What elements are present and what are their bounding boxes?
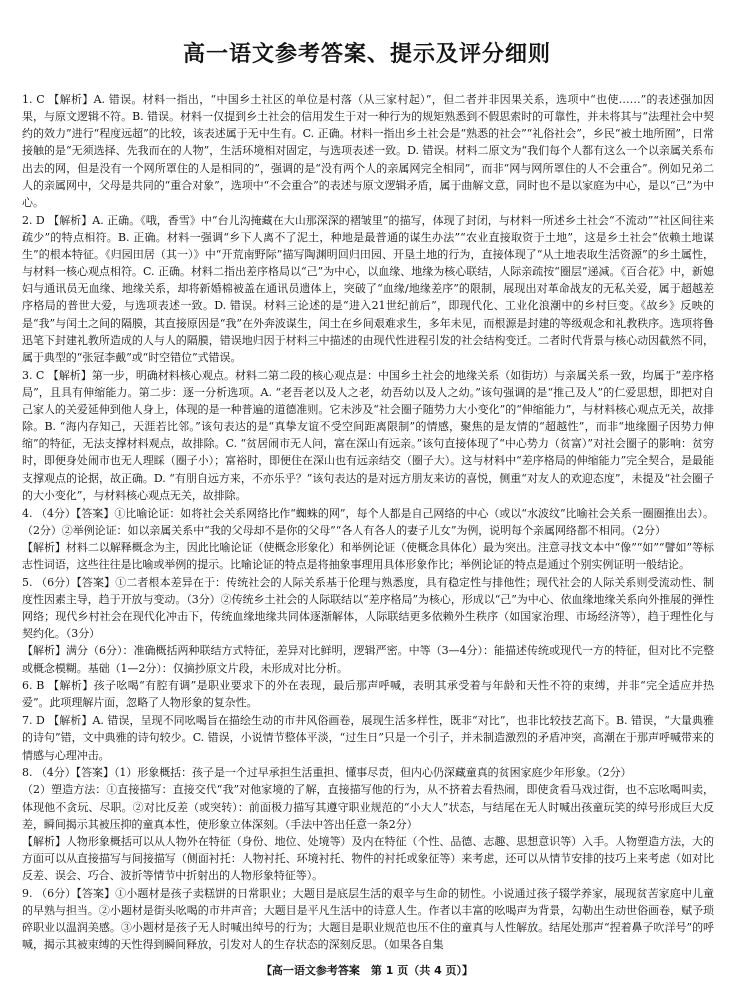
question-5-analysis: 【解析】满分（6分）：准确概括两种联结方式特征，差异对比鲜明，逻辑严密。中等（3—4分）：能描述传统或现代一方的特征，但对比不完整或概念模糊。基础（1—2分）：仅摘抄原文片段，未形成对比分析。 (22, 644, 714, 675)
page-title: 高一语文参考答案、提示及评分细则 (182, 42, 551, 67)
question-1 (22, 91, 714, 211)
answer-body (22, 91, 714, 954)
page-footer: 【高一语文参考答案 第 1 页（共 4 页）】 (260, 964, 474, 977)
question-4-analysis: 【解析】材料二以解释概念为主，因此比喻论证（使概念形象化）和举例论证（使概念具体化）最为突出。注意寻找文本中“像”“如”“譬如”等标志性词语，这些往往是比喻或举例的提示。比喻论证的特点是将抽象事理用具体形象作比；举例论证的特点是通过个别实例证明一般结论。 (22, 540, 714, 571)
question-6-text: 6. B 【解析】孩子吆喝“有腔有调”是职业要求下的外在表现，最后那声呼喊，表明其承受着与年龄和天性不符的束缚，并非“完全适应并热爱”。此项理解片面，忽略了人物形象的复杂性。 (22, 679, 714, 710)
question-2 (22, 212, 714, 366)
question-5 (22, 574, 714, 677)
question-9-text: 9. （6分）【答案】①小题材是孩子卖糕饼的日常职业；大题目是底层生活的艰辛与生命的韧性。小说通过孩子辍学养家，展现贫苦家庭中儿童的早熟与担当。②小题材是街头吆喝的市井声音；大题目是平凡生活中的诗意人生。作者以丰富的吆喝声为背景，勾勒出生动世俗画卷，赋予琐碎职业以温润美感。③小题材是孩子无人时喊出绰号的行为；大题目是职业规范也压不住的童真与人性解放。结尾处那声“捏着鼻子吹洋号”的呼喊，揭示其被束缚的天性得到瞬间释放，引发对人的生存状态的深刻反思。（如果各自集 (22, 886, 714, 952)
question-5-answer: 5. （6分）【答案】①二者根本差异在于：传统社会的人际关系基于伦理与熟悉度，具有稳定性与排他性；现代社会的人际关系则受流动性、制度性因素主导，趋于开放与变动。（3分）②传统乡土社会的人际联结以“差序格局”为核心，形成以“己”为中心、依血缘地缘关系向外推展的弹性网络；现代乡村社会在现代化冲击下，传统血缘地缘共同体逐渐解体，人际联结更多依赖外生秩序（如国家治理、市场经济等），趋于理性化与契约化。（3分） (22, 575, 714, 641)
question-8 (22, 764, 714, 884)
question-2-text: 2. D 【解析】A. 正确。《哦，香雪》中“台儿沟掩藏在大山那深深的褶皱里”的描写，体现了封闭，与材料一所述乡土社会“不流动”“社区间往来疏少”的特点相符。B. 正确。材料一强调“乡下人离不了泥土，种地是最普通的谋生办法”“农业直接取资于土地”，这是乡土社会“依赖土地谋生”的根本特征。《归园田居（其一）》中“开荒南野际”描写陶渊明回归田园、开垦土地的行为，直接体现了“从土地表取生活资源”的乡土属性，与材料一核心观点相符。C. 正确。材料二指出差序格局以“己”为中心，以血缘、地缘为核心联结，人际亲疏按“圈层”递减。《百合花》中，新媳妇与通讯员无血缘、地缘关系，却将新婚棉被盖在通讯员遗体上，突破了“血缘/地缘差序”的限制，展现出对革命战友的无私关爱，属于超越差序格局的普世大爱，与选项表述一致。D. 错误。材料三论述的是“进入21世纪前后”，即现代化、工业化浪潮中的乡村巨变。《故乡》反映的是“我”与闰土之间的隔膜，其直接原因是“我”在外奔波谋生，闰土在乡间艰难求生，多年未见，而根源是封建的等级观念和礼教秩序。选项将鲁迅笔下封建礼教所造成的人与人的隔膜，错误地归因于材料三中描述的由现代性进程引发的社会结构变迁。二者时代背景与核心动因截然不同，属于典型的“张冠李戴”或“时空错位”式错误。 (22, 213, 714, 364)
question-6 (22, 677, 714, 711)
question-3-text: 3. C 【解析】第一步，明确材料核心观点。材料二第二段的核心观点是：中国乡土社会的地缘关系（如街坊）与亲属关系一致，均属于“差序格局”，且具有伸缩能力。第二步：逐一分析选项。A. “老吾老以及人之老，幼吾幼以及人之幼。”该句强调的是“推己及人”的仁爱思想，即把对自己家人的关爱延伸到他人身上，体现的是一种普遍的道德准则。它未涉及“社会圈子随势力大小变化”的“伸缩能力”，与材料核心观点无关，故排除。B. “海内存知己，天涯若比邻。”该句表达的是“真挚友谊不受空间距离限制”的情感，聚焦的是友情的“超越性”，而非“地缘圈子因势力伸缩”的特征，无法支撑材料观点，故排除。C. “贫居闹市无人问，富在深山有远亲。”该句直接体现了“中心势力（贫富）”对社会圈子的影响：贫穷时，即便身处闹市也无人理睬（圈子小）；富裕时，即便住在深山也有远亲结交（圈子大）。这与材料中“差序格局的伸缩能力”完全契合，是最能支撑观点的论据，故正确。D. “有朋自远方来，不亦乐乎？”该句表达的是对远方朋友来访的喜悦，侧重“对友人的欢迎态度”，未提及“社会圈子的大小变化”，与材料核心观点无关，故排除。 (22, 368, 714, 502)
question-7 (22, 712, 714, 763)
question-4 (22, 505, 714, 574)
question-8-answer: 8. （4分）【答案】（1）形象概括：孩子是一个过早承担生活重担、懂事尽责，但内心仍深藏童真的贫困家庭少年形象。（2分） (22, 766, 632, 780)
question-8-method: （2）塑造方法：①直接描写：直接交代“我”对他家境的了解，直接描写他的行为，从不挤着去看热闹，即使贪看马戏过街，也不忘吆喝叫卖，体现他不贪玩、尽职。②对比反差（或突转）：前面极力描写其遵守职业规范的“小大人”状态，与结尾在无人时喊出孩童玩笑的绰号形成巨大反差，瞬间揭示其被压抑的童真本性，使形象立体深刻。（手法中答出任意一条2分） (22, 783, 714, 831)
question-3 (22, 367, 714, 504)
question-8-analysis: 【解析】人物形象概括可以从人物外在特征（身份、地位、处境等）及内在特征（个性、品德、志趣、思想意识等）入手。人物塑造方法，大的方面可以从直接描写与间接描写（侧面衬托：人物衬托、环境衬托、物件的衬托或象征等）来考虑，还可以从情节安排的技巧上来考虑（如对比反差、误会、巧合、波折等情节中折射出的人物形象特征等）。 (22, 834, 714, 883)
question-7-text: 7. D 【解析】A. 错误，呈现不同吆喝旨在描绘生动的市井风俗画卷，展现生活多样性，既非“对比”，也非比较技艺高下。B. 错误，“大量典雅的诗句”错，文中典雅的诗句较少。C. 错误，小说情节整体平淡，“过生日”只是一个引子，并未制造激烈的矛盾冲突，高潮在于那声呼喊带来的情感与心理冲击。 (22, 714, 714, 762)
question-9 (22, 885, 714, 954)
question-4-answer: 4. （4分）【答案】①比喻论证：如将社会关系网络比作“蜘蛛的网”，每个人都是自己网络的中心（或以“水波纹”比喻社会关系一圈圈推出去）。（2分）②举例论证：如以亲属关系中“我的父母却不是你的父母”“各人有各人的妻子儿女”为例，说明每个亲属网络都不相同。（2分） (22, 506, 714, 537)
question-1-text: 1. C 【解析】A. 错误。材料一指出，“中国乡土社区的单位是村落（从三家村起）”，但二者并非因果关系，选项中“也使……”的表述强加因果，与原文逻辑不符。B. 错误。材料一仅提到乡土社会的信用发生于对一种行为的规矩熟悉到不假思索时的可靠性，并未将其与“法理社会中契约的效力”进行“程度远超”的比较，该表述属于无中生有。C. 正确。材料一指出乡土社会是“熟悉的社会”“礼俗社会”，乡民“被土地所囿”，日常接触的是“无须选择、先我而在的人物”，生活环境相对固定，与选项表述一致。D. 错误。材料二原文为“我们每个人都有这么一个以亲属关系布出去的网，但是没有一个网所罩住的人是相同的”，强调的是“没有两个人的亲属网完全相同”，而非“网与网所罩住的人不会重合”。例如兄弟二人的亲属网中，父母是共同的“重合对象”，选项中“不会重合”的表述与原文逻辑矛盾，属于曲解文意，同时也不是以家庭为中心，是以“己”为中心。 (22, 93, 714, 209)
